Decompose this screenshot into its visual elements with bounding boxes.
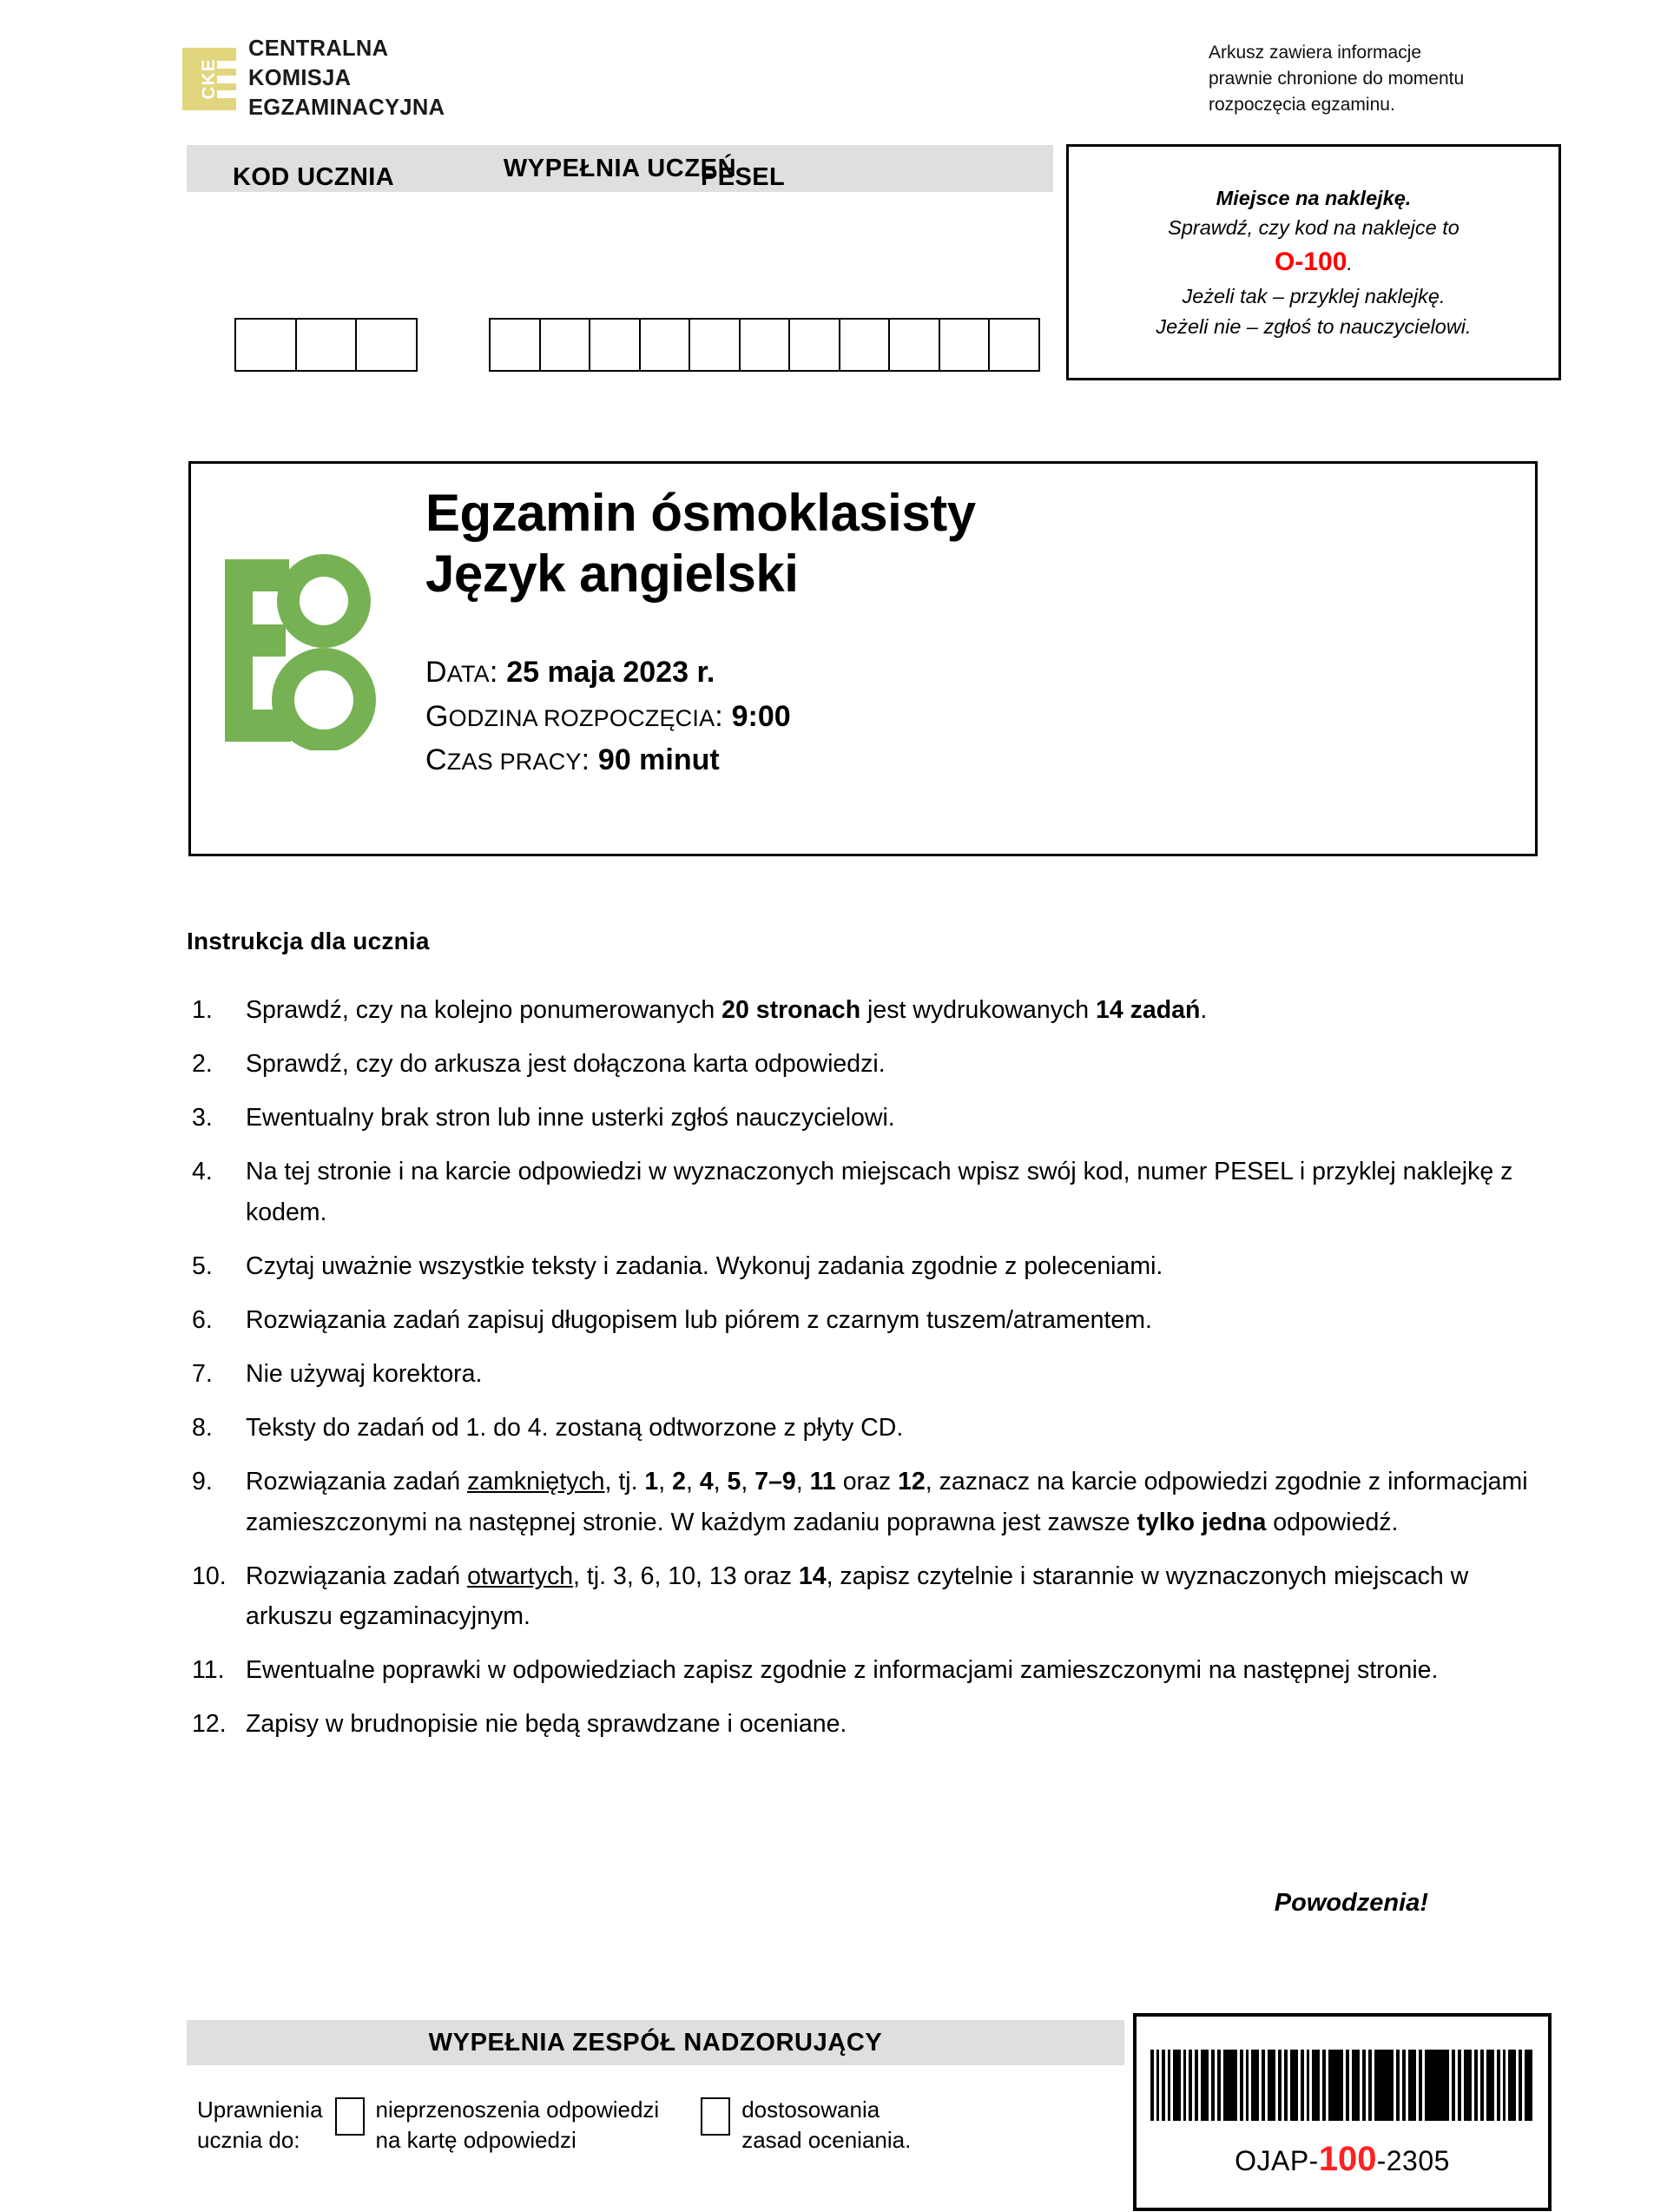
exam-meta-label: CZAS PRACY:	[425, 743, 590, 777]
barcode-bar	[1251, 2050, 1259, 2121]
barcode-bar	[1480, 2050, 1484, 2121]
instruction-item	[187, 1152, 1541, 1231]
input-cell[interactable]	[839, 318, 891, 372]
barcode-prefix: OJAP-	[1235, 2144, 1319, 2176]
instruction-text: Sprawdź, czy na kolejno ponumerowanych 20 stronach jest wydrukowanych 14 zadań.	[246, 996, 1208, 1024]
instruction-number: 5.	[192, 1251, 213, 1280]
barcode-bar	[1195, 2050, 1198, 2121]
student-permissions-block	[197, 2095, 911, 2155]
barcode-bar	[1374, 2050, 1394, 2121]
input-cell[interactable]	[539, 318, 591, 372]
input-cell[interactable]	[295, 318, 358, 372]
barcode-bar	[1474, 2050, 1478, 2121]
instruction-number: 2.	[192, 1050, 213, 1079]
instruction-item	[187, 1462, 1541, 1542]
exam-meta-value: 9:00	[731, 699, 791, 733]
exam-meta-label: GODZINA ROZPOCZĘCIA:	[425, 699, 723, 733]
barcode-bar	[1278, 2050, 1282, 2121]
barcode-bar	[1362, 2050, 1366, 2121]
barcode-bar	[1223, 2050, 1237, 2121]
barcode-bar	[1497, 2050, 1500, 2121]
barcode-bar	[1240, 2050, 1243, 2121]
exam-meta-row	[425, 738, 791, 782]
barcode-bar	[1168, 2050, 1170, 2121]
permission-adjusted-grading-line-2: zasad oceniania.	[741, 2126, 912, 2153]
input-cell[interactable]	[739, 318, 791, 372]
barcode-bar	[1262, 2050, 1265, 2121]
instruction-item	[187, 1556, 1541, 1636]
input-cell[interactable]	[988, 318, 1040, 372]
barcode-bar	[1183, 2050, 1186, 2121]
permission-no-transfer-line-2: na kartę odpowiedzi	[375, 2126, 577, 2153]
sticker-code-period: .	[1347, 251, 1353, 274]
input-cell[interactable]	[589, 318, 641, 372]
instruction-item	[187, 990, 1541, 1030]
institution-line-3: EGZAMINACYJNA	[248, 95, 445, 120]
barcode-bar	[1396, 2050, 1400, 2121]
permission-checkbox-adjusted-grading[interactable]	[701, 2097, 730, 2136]
exam-title-box	[188, 461, 1538, 856]
instruction-text: Zapisy w brudnopisie nie będą sprawdzane i oceniane.	[246, 1710, 847, 1739]
instruction-number: 6.	[192, 1305, 213, 1334]
page-header	[0, 16, 1667, 120]
barcode-bar	[1246, 2050, 1249, 2121]
barcode-suffix: -2305	[1376, 2144, 1450, 2176]
barcode-box	[1133, 2013, 1552, 2211]
permission-checkbox-no-transfer[interactable]	[335, 2097, 365, 2136]
permissions-lead-line-2: ucznia do:	[197, 2126, 300, 2153]
barcode-bar	[1452, 2050, 1455, 2121]
exam-title	[425, 483, 1511, 604]
instruction-number: 3.	[192, 1104, 213, 1132]
barcode-bar	[1211, 2050, 1215, 2121]
input-cell[interactable]	[788, 318, 840, 372]
pesel-label: PESEL	[701, 163, 786, 191]
barcode-bar	[1173, 2050, 1181, 2121]
instructions-heading: Instrukcja dla ucznia	[187, 928, 430, 954]
instruction-item	[187, 1098, 1541, 1138]
instruction-item	[187, 1300, 1541, 1340]
permission-option-adjusted-grading[interactable]	[701, 2095, 911, 2155]
barcode-bar	[1346, 2050, 1349, 2121]
barcode-label	[1235, 2140, 1450, 2179]
instructions-list	[187, 990, 1541, 1758]
permission-no-transfer-line-1: nieprzenoszenia odpowiedzi	[375, 2096, 660, 2123]
cke-logo-mark-letters: CKE	[199, 58, 219, 100]
instruction-item	[187, 1354, 1541, 1394]
barcode-bar	[1519, 2050, 1522, 2121]
pesel-input-boxes[interactable]	[489, 318, 1040, 372]
barcode-bar	[1162, 2050, 1165, 2121]
instruction-item	[187, 1704, 1541, 1744]
sticker-code-line	[1275, 243, 1353, 281]
e8-logo-icon	[221, 551, 379, 750]
instruction-text: Rozwiązania zadań otwartych, tj. 3, 6, 10, 13 oraz 14, zapisz czytelnie i starannie w wyznaczonych miejscach w arkuszu egzaminacyjnym.	[246, 1562, 1469, 1630]
exam-meta-value: 25 maja 2023 r.	[506, 656, 715, 689]
sticker-code: O-100	[1275, 247, 1347, 276]
barcode-bar	[1503, 2050, 1506, 2121]
exam-title-line-2: Język angielski	[425, 544, 799, 603]
institution-line-2: KOMISJA	[248, 65, 352, 90]
sticker-line-2: Sprawdź, czy kod na naklejce to	[1168, 216, 1459, 240]
input-cell[interactable]	[888, 318, 940, 372]
institution-line-1: CENTRALNA	[248, 36, 389, 61]
sticker-line-1: Miejsce na naklejkę.	[1216, 186, 1412, 209]
barcode-bar	[1486, 2050, 1494, 2121]
exam-meta-value: 90 minut	[597, 743, 720, 777]
sticker-line-5: Jeżeli nie – zgłoś to nauczycielowi.	[1156, 314, 1472, 338]
permission-adjusted-grading-line-1: dostosowania	[741, 2096, 880, 2123]
instruction-text: Sprawdź, czy do arkusza jest dołączona karta odpowiedzi.	[246, 1050, 886, 1079]
barcode-bar	[1352, 2050, 1360, 2121]
input-cell[interactable]	[639, 318, 691, 372]
kod-ucznia-input-boxes[interactable]	[234, 318, 418, 372]
sticker-line-4: Jeżeli tak – przyklej naklejkę.	[1182, 285, 1446, 308]
instruction-text: Na tej stronie i na karcie odpowiedzi w wyznaczonych miejscach wpisz swój kod, numer PESEL i przyklej naklejkę z kodem.	[246, 1158, 1513, 1226]
barcode-bar	[1150, 2050, 1154, 2121]
legal-notice-line-3: rozpoczęcia egzaminu.	[1209, 94, 1395, 115]
instruction-number: 10.	[192, 1562, 227, 1590]
barcode-bar	[1284, 2050, 1288, 2121]
input-cell[interactable]	[489, 318, 541, 372]
input-cell[interactable]	[355, 318, 418, 372]
barcode-bar	[1322, 2050, 1326, 2121]
barcode-bar	[1301, 2050, 1304, 2121]
exam-title-line-1: Egzamin ósmoklasisty	[425, 484, 976, 542]
instruction-number: 4.	[192, 1158, 213, 1186]
barcode-bar	[1307, 2050, 1309, 2121]
instruction-number: 11.	[192, 1656, 225, 1685]
cke-logo-mark-icon	[182, 48, 236, 110]
barcode-bar	[1290, 2050, 1298, 2121]
instruction-text: Nie używaj korektora.	[246, 1360, 483, 1389]
exam-meta-row	[425, 650, 791, 695]
permission-option-no-transfer[interactable]	[335, 2095, 660, 2155]
permissions-lead-label	[197, 2095, 323, 2155]
sticker-placement-box	[1066, 144, 1561, 380]
barcode-bar	[1368, 2050, 1372, 2121]
permission-label-no-transfer	[376, 2095, 660, 2155]
barcode-bar	[1312, 2050, 1320, 2121]
barcode-bar	[1419, 2050, 1422, 2121]
barcode-bar	[1217, 2050, 1221, 2121]
instruction-text: Ewentualny brak stron lub inne usterki zgłoś nauczycielowi.	[246, 1104, 895, 1132]
kod-ucznia-label: KOD UCZNIA	[233, 163, 395, 191]
instruction-item	[187, 1246, 1541, 1286]
student-section-band-title: WYPEŁNIA UCZEŃ	[187, 145, 1053, 192]
instruction-text: Czytaj uważnie wszystkie teksty i zadania. Wykonuj zadania zgodnie z poleceniami.	[246, 1251, 1163, 1280]
exam-metadata	[425, 650, 791, 782]
barcode-bar	[1268, 2050, 1275, 2121]
instruction-number: 12.	[192, 1710, 227, 1739]
exam-meta-row	[425, 695, 791, 739]
supervisor-section-band-title: WYPEŁNIA ZESPÓŁ NADZORUJĄCY	[187, 2020, 1124, 2065]
permissions-lead-line-1: Uprawnienia	[197, 2096, 323, 2123]
barcode-bar	[1508, 2050, 1516, 2121]
barcode-bar	[1525, 2050, 1532, 2121]
exam-meta-label: DATA:	[425, 656, 498, 689]
cke-institution-name	[248, 35, 445, 123]
barcode-bar	[1425, 2050, 1449, 2121]
legal-notice-line-2: prawnie chronione do momentu	[1209, 68, 1465, 89]
barcode-bar	[1458, 2050, 1461, 2121]
instruction-text: Rozwiązania zadań zamkniętych, tj. 1, 2, 4, 5, 7–9, 11 oraz 12, zaznacz na karcie odpowiedzi zgodnie z informacjami zamieszczonymi na następnej stronie. W każdym zadaniu poprawna jest zawsze tylko jedna odpowiedź.	[246, 1468, 1528, 1536]
good-luck-note: Powodzenia!	[1274, 1889, 1428, 1917]
input-cell[interactable]	[234, 318, 297, 372]
instruction-item	[187, 1408, 1541, 1448]
cke-logo	[182, 35, 445, 123]
barcode-bar	[1464, 2050, 1472, 2121]
permission-label-adjusted-grading	[741, 2095, 911, 2155]
barcode-highlight: 100	[1318, 2139, 1377, 2178]
barcode-bar	[1189, 2050, 1192, 2121]
instruction-number: 8.	[192, 1414, 213, 1443]
barcode-bar	[1156, 2050, 1159, 2121]
legal-notice	[1209, 40, 1464, 117]
barcode-bar	[1402, 2050, 1406, 2121]
barcode-bar	[1328, 2050, 1343, 2121]
instruction-item	[187, 1650, 1541, 1690]
instruction-text: Ewentualne poprawki w odpowiedziach zapisz zgodnie z informacjami zamieszczonymi na następnej stronie.	[246, 1656, 1439, 1685]
instruction-text: Rozwiązania zadań zapisuj długopisem lub piórem z czarnym tuszem/atramentem.	[246, 1305, 1152, 1334]
instruction-item	[187, 1044, 1541, 1084]
barcode-bar	[1408, 2050, 1416, 2121]
legal-notice-line-1: Arkusz zawiera informacje	[1209, 43, 1422, 63]
instruction-number: 7.	[192, 1360, 213, 1389]
instruction-number: 1.	[192, 996, 213, 1024]
input-cell[interactable]	[939, 318, 991, 372]
barcode-bar	[1201, 2050, 1209, 2121]
input-cell[interactable]	[689, 318, 741, 372]
barcode-image	[1150, 2050, 1535, 2121]
instruction-text: Teksty do zadań od 1. do 4. zostaną odtworzone z płyty CD.	[246, 1414, 904, 1443]
instruction-number: 9.	[192, 1468, 213, 1496]
